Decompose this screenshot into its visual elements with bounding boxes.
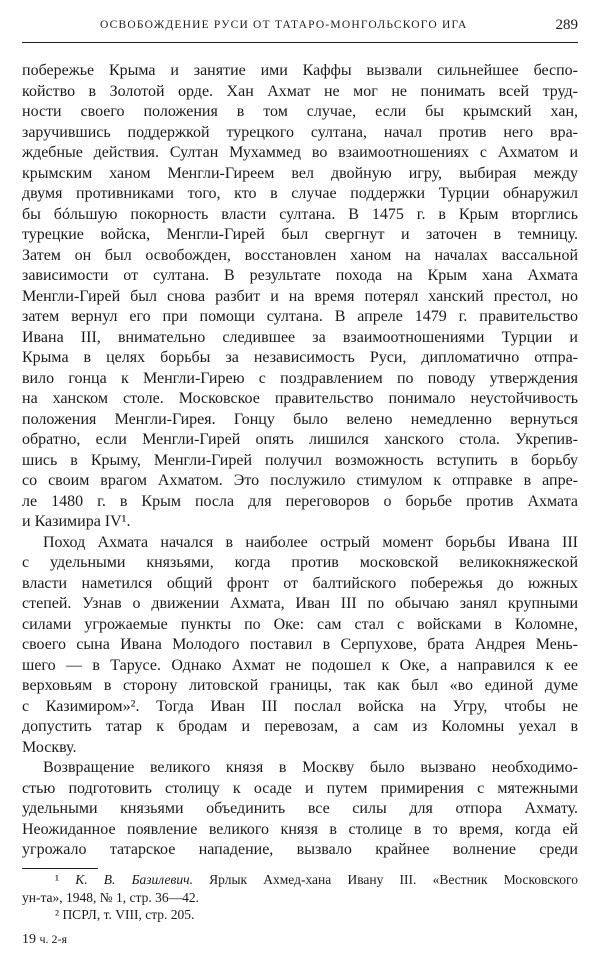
text-line: с удельными князьями, когда против московской великокняжеской bbox=[22, 554, 578, 571]
text-line: койство в Золотой орде. Хан Ахмат не мог не понимать всей труд- bbox=[22, 82, 578, 100]
printer-signature bbox=[22, 932, 67, 948]
text-line: двумя противниками того, кто в случае поддержки Турции обнаружил bbox=[22, 185, 578, 202]
text-line: Затем он был освобожден, восстановлен ханом на началах вассальной bbox=[22, 246, 578, 264]
footnote-1-continued: ун-та», 1948, № 1, стр. 36—42. bbox=[22, 889, 199, 905]
text-line: зависимости от султана. В результате похода на Крым хана Ахмата bbox=[22, 267, 578, 284]
body-text bbox=[22, 61, 578, 861]
text-line: Крыма в целях борьбы за независимость Руси, дипломатично отпра- bbox=[22, 349, 578, 366]
text-line: шись в Крыму, Менгли-Гирей получил возможность вступить в борьбу bbox=[22, 451, 578, 469]
text-line: побережье Крыма и занятие ими Каффы вызвали сильнейшее беспо- bbox=[22, 62, 578, 79]
text-line: Неожиданное появление великого князя в столице в то время, когда ей bbox=[22, 820, 578, 838]
text-line: затем вернул его при помощи султана. В апреле 1479 г. правительство bbox=[22, 308, 578, 325]
text-line: с Казимиром»². Тогда Иван III послал войска на Угру, чтобы не bbox=[22, 697, 578, 715]
signature-sheet: 19 bbox=[22, 932, 36, 947]
text-line: угрожало татарское нападение, вызвало крайнее волнение среди bbox=[22, 841, 578, 858]
text-line: стью подготовить столицу к осаде и путем примирения с мятежными bbox=[22, 779, 578, 797]
text-line: положения Менгли-Гирея. Гонцу было велено немедленно вернуться bbox=[22, 410, 578, 428]
text-line: степей. Узнав о движении Ахмата, Иван III по обычаю занял крупными bbox=[22, 595, 578, 612]
footnote-rule bbox=[22, 868, 98, 869]
footnote-marker: ² bbox=[55, 907, 60, 922]
footnotes bbox=[22, 871, 578, 924]
text-line: Ивана III, внимательно следившее за взаимоотношениями Турции и bbox=[22, 328, 578, 346]
text-line: Поход Ахмата начался в наиболее острый момент борьбы Ивана III bbox=[43, 533, 578, 551]
text-line: обратно, если Менгли-Гирей опять лишился ханского стола. Укрепив- bbox=[22, 431, 578, 448]
page-number: 289 bbox=[555, 17, 578, 33]
text-line: ности своего положения в том случае, если бы крымский хан, bbox=[22, 103, 578, 120]
text-line: верховьям в сторону литовской границы, так как был «во единой думе bbox=[22, 677, 578, 694]
text-line: бы бóльшую покорность власти султана. В 1475 г. в Крым вторглись bbox=[22, 205, 578, 223]
text-line: своего сына Ивана Молодого поставил в Серпухове, брата Андрея Мень- bbox=[22, 636, 578, 653]
signature-part: ч. 2-я bbox=[39, 932, 68, 946]
text-line: заручившись поддержкой турецкого султана, начал против него вра- bbox=[22, 123, 578, 141]
text-line: ждебные действия. Султан Мухаммед во взаимоотношениях с Ахматом и bbox=[22, 144, 578, 161]
running-title: ОСВОБОЖДЕНИЕ РУСИ ОТ ТАТАРО-МОНГОЛЬСКОГО ИГА bbox=[100, 19, 468, 31]
text-line: на ханском столе. Московское правительство понимало неустойчивость bbox=[22, 390, 578, 407]
text-line: удельными князьями объединить все силы для отпора Ахмату. bbox=[22, 800, 578, 817]
text-line: Менгли-Гирей был снова разбит и на время потерял ханский престол, но bbox=[22, 287, 578, 305]
text-line: шего — в Тарусе. Однако Ахмат не подошел к Оке, а направился к ее bbox=[22, 656, 578, 674]
text-line: допустить татар к бродам и перевозам, а сам из Коломны уехал в bbox=[22, 718, 578, 735]
text-line: власти наметился общий фронт от балтийского побережья до южных bbox=[22, 574, 578, 592]
text-line: силами угрожаемые пункты по Оке: сам стал с войсками в Коломне, bbox=[22, 615, 578, 633]
text-line: вило гонца к Менгли-Гирею с поздравлением по поводу утверждения bbox=[22, 369, 578, 387]
footnote-2 bbox=[22, 906, 578, 924]
header-rule bbox=[22, 42, 578, 43]
text-line: турецкие войска, Менгли-Гирей был свергнут и заточен в темницу. bbox=[22, 226, 578, 243]
text-line: Возвращение великого князя в Москву было вызвано необходимо- bbox=[43, 759, 578, 776]
text-line: ле 1480 г. в Крым посла для переговоров о борьбе против Ахмата bbox=[22, 492, 578, 510]
text-line: со своим врагом Ахматом. Это послужило стимулом к отправке в апре- bbox=[22, 472, 578, 489]
footnote-text: Ярлык Ахмед-хана Ивану III. «Вестник Московского bbox=[192, 872, 578, 887]
text-line: Москву. bbox=[22, 738, 77, 756]
footnote-author: К. В. Базилевич. bbox=[75, 872, 193, 887]
footnote-marker: ¹ bbox=[55, 872, 60, 887]
text-line: крымским ханом Менгли-Гиреем вел двойную игру, выбирая между bbox=[22, 164, 578, 182]
footnote-1 bbox=[22, 871, 578, 889]
footnote-text: ПСРЛ, т. VIII, стр. 205. bbox=[59, 907, 195, 922]
running-header bbox=[22, 17, 578, 37]
text-line: и Казимира IV¹. bbox=[22, 513, 131, 530]
